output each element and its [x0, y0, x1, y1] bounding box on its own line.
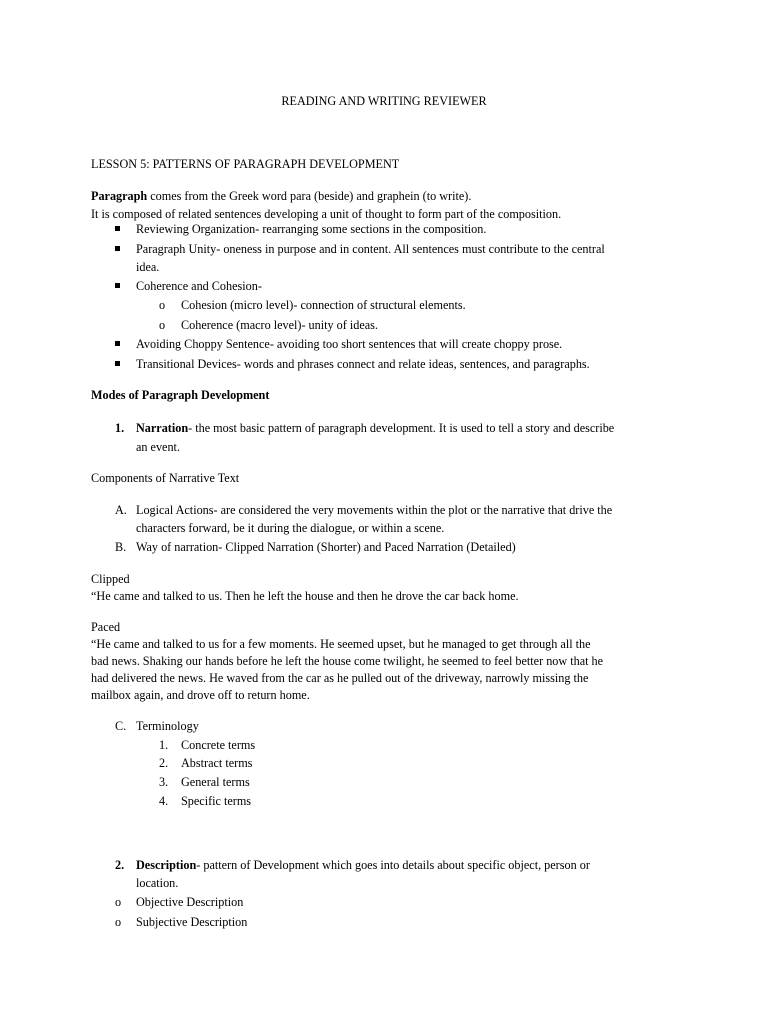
- sub-bullet-marker: o: [115, 915, 122, 929]
- composed-text: It is composed of related sentences developing a unit of thought to form part of the composition.: [91, 207, 562, 221]
- terminology-label: Terminology: [136, 719, 199, 733]
- description-term: Description: [136, 858, 197, 872]
- description-def-text: - pattern of Development which goes into details about specific object, person or: [196, 858, 590, 872]
- paragraph-definition: [91, 187, 471, 206]
- narration-definition: [136, 419, 614, 438]
- bullet-square-icon: [115, 283, 120, 288]
- list-letter: C.: [115, 719, 127, 733]
- sub-bullet-marker: o: [159, 298, 166, 312]
- logical-actions-text: Logical Actions- are considered the very movements within the plot or the narrative that drive the: [136, 503, 613, 517]
- narration-def-text: - the most basic pattern of paragraph development. It is used to tell a story and describe: [188, 421, 615, 435]
- paced-example-line: “He came and talked to us for a few moments. He seemed upset, but he managed to get through all the: [91, 637, 591, 651]
- term-number: 2.: [159, 756, 169, 770]
- list-letter: B.: [115, 540, 127, 554]
- bullet-item: Paragraph Unity- oneness in purpose and in content. All sentences must contribute to the central: [136, 242, 605, 256]
- sub-bullet-item: Coherence (macro level)- unity of ideas.: [181, 318, 378, 332]
- narration-def-continuation: an event.: [136, 440, 180, 454]
- term-item: Specific terms: [181, 794, 252, 808]
- lesson-heading: LESSON 5: PATTERNS OF PARAGRAPH DEVELOPMENT: [91, 157, 400, 171]
- paragraph-def-text: comes from the Greek word para (beside) and graphein (to write).: [147, 189, 472, 203]
- description-definition: [136, 856, 590, 875]
- sub-bullet-item: Cohesion (micro level)- connection of structural elements.: [181, 298, 466, 312]
- clipped-label: Clipped: [91, 572, 130, 586]
- bullet-square-icon: [115, 226, 120, 231]
- bullet-item: Coherence and Cohesion-: [136, 279, 262, 293]
- paced-example-line: had delivered the news. He waved from the car as he pulled out of the driveway, narrowly missing the: [91, 671, 589, 685]
- term-number: 1.: [159, 738, 169, 752]
- clipped-example: “He came and talked to us. Then he left the house and then he drove the car back home.: [91, 589, 519, 603]
- bullet-square-icon: [115, 361, 120, 366]
- way-of-narration-text: Way of narration- Clipped Narration (Shorter) and Paced Narration (Detailed): [136, 540, 516, 554]
- term-item: Abstract terms: [181, 756, 253, 770]
- modes-heading: Modes of Paragraph Development: [91, 388, 270, 402]
- list-number: 1.: [115, 421, 125, 435]
- term-number: 4.: [159, 794, 169, 808]
- paced-example-line: mailbox again, and drove off to return home.: [91, 688, 310, 702]
- bullet-item: Avoiding Choppy Sentence- avoiding too short sentences that will create choppy prose.: [136, 337, 563, 351]
- narration-term: Narration: [136, 421, 189, 435]
- paced-example-line: bad news. Shaking our hands before he left the house come twilight, he seemed to feel better now that he: [91, 654, 604, 668]
- bullet-item: Reviewing Organization- rearranging some sections in the composition.: [136, 222, 487, 236]
- paced-label: Paced: [91, 620, 121, 634]
- term-number: 3.: [159, 775, 169, 789]
- bullet-item: Transitional Devices- words and phrases connect and relate ideas, sentences, and paragraphs.: [136, 357, 590, 371]
- description-def-continuation: location.: [136, 876, 179, 890]
- sub-bullet-marker: o: [115, 895, 122, 909]
- term-item: General terms: [181, 775, 250, 789]
- term-item: Concrete terms: [181, 738, 256, 752]
- paragraph-term: Paragraph: [91, 189, 148, 203]
- sub-bullet-marker: o: [159, 318, 166, 332]
- document-title: READING AND WRITING REVIEWER: [281, 94, 487, 108]
- list-letter: A.: [115, 503, 127, 517]
- description-type-item: Subjective Description: [136, 915, 248, 929]
- list-number: 2.: [115, 858, 125, 872]
- logical-actions-continuation: characters forward, be it during the dialogue, or within a scene.: [136, 521, 445, 535]
- bullet-square-icon: [115, 246, 120, 251]
- components-heading: Components of Narrative Text: [91, 471, 240, 485]
- bullet-item-continuation: idea.: [136, 260, 160, 274]
- description-type-item: Objective Description: [136, 895, 244, 909]
- bullet-square-icon: [115, 341, 120, 346]
